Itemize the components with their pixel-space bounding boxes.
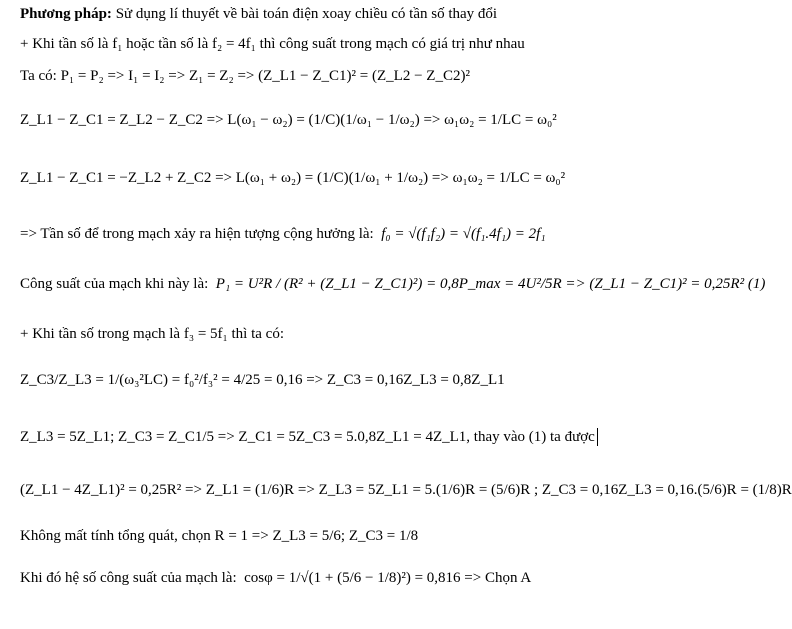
- power-factor-line: [20, 570, 531, 587]
- power-line: [20, 276, 765, 293]
- resonance-text: => Tần số để trong mạch xảy ra hiện tượng cộng hưởng là:: [20, 226, 374, 242]
- solve-line: (Z_L1 − 4Z_L1)² = 0,25R² => Z_L1 = (1/6)R => Z_L3 = 5Z_L1 = 5.(1/6)R = (5/6)R ; Z_C3 = 0,16Z_L3 = 0,16.(5/6)R = (1/8)R: [20, 482, 792, 498]
- substitute-text: , thay vào (1) ta được: [466, 428, 595, 445]
- case2-line: Z_L1 − Z_C1 = −Z_L2 + Z_C2 => L(ω₁ + ω₂) = (1/C)(1/ω₁ + 1/ω₂) => ω₁ω₂ = 1/LC = ω₀²: [20, 170, 566, 186]
- method-label: Phương pháp:: [20, 6, 112, 22]
- power-formula: P₁ = U²R / (R² + (Z_L1 − Z_C1)²) = 0,8P_max = 4U²/5R => (Z_L1 − Z_C1)² = 0,25R² (1): [215, 276, 766, 292]
- text-cursor: [597, 428, 598, 446]
- method-text: Sử dụng lí thuyết về bài toán điện xoay chiều có tần số thay đổi: [115, 6, 498, 22]
- ta-co-line: Ta có: P₁ = P₂ => I₁ = I₂ => Z₁ = Z₂ => (Z_L1 − Z_C1)² = (Z_L2 − Z_C2)²: [20, 68, 470, 84]
- case1-line: Z_L1 − Z_C1 = Z_L2 − Z_C2 => L(ω₁ − ω₂) = (1/C)(1/ω₁ − 1/ω₂) => ω₁ω₂ = 1/LC = ω₀²: [20, 112, 557, 128]
- power-text: Công suất của mạch khi này là:: [20, 276, 209, 292]
- f3-line: + Khi tần số trong mạch là f₃ = 5f₁ thì ta có:: [20, 326, 284, 342]
- zl3-line: [20, 428, 598, 446]
- intro-line: + Khi tần số là f₁ hoặc tần số là f₂ = 4f₁ thì công suất trong mạch có giá trị như nhau: [20, 36, 525, 52]
- pf-text: Khi đó hệ số công suất của mạch là:: [20, 570, 237, 586]
- pf-formula: cosφ = 1/√(1 + (5/6 − 1/8)²) = 0,816 => Chọn A: [244, 570, 532, 586]
- method-line: [20, 6, 497, 23]
- choose-line: Không mất tính tổng quát, chọn R = 1 => Z_L3 = 5/6; Z_C3 = 1/8: [20, 528, 419, 544]
- resonance-line: [20, 226, 546, 243]
- zl3-formula: Z_L3 = 5Z_L1; Z_C3 = Z_C1/5 => Z_C1 = 5Z_C3 = 5.0,8Z_L1 = 4Z_L1: [20, 428, 467, 445]
- resonance-formula: f₀ = √(f₁f₂) = √(f₁.4f₁) = 2f₁: [381, 226, 546, 242]
- ratio-line: Z_C3/Z_L3 = 1/(ω₃²LC) = f₀²/f₃² = 4/25 = 0,16 => Z_C3 = 0,16Z_L3 = 0,8Z_L1: [20, 372, 505, 388]
